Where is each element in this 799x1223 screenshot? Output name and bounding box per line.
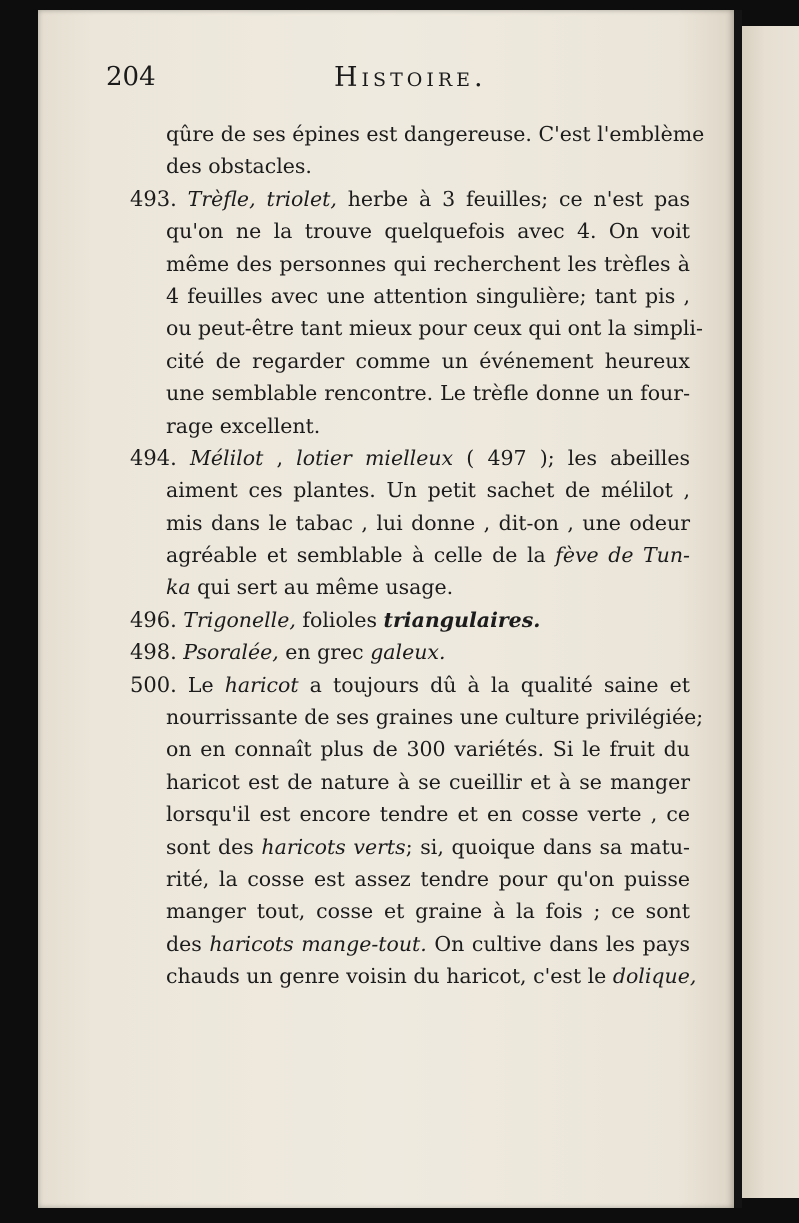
text-line: sont des haricots verts; si, quoique dans sa matu- — [166, 834, 690, 859]
text-line — [130, 636, 690, 668]
page-gutter — [734, 10, 742, 1208]
text-line: une semblable rencontre. Le trèfle donne un four- — [166, 381, 690, 406]
text-line — [130, 604, 690, 636]
entry-first-line: Trigonelle, folioles triangulaires. — [183, 607, 541, 632]
entry-number: 493. — [130, 186, 177, 211]
text-line: ka qui sert au même usage. — [166, 575, 454, 600]
text-line: nourrissante de ses graines une culture privilégiée; — [166, 705, 704, 730]
text-line: ou peut-être tant mieux pour ceux qui ont la simpli- — [166, 316, 703, 341]
text-line: qu'on ne la trouve quelquefois avec 4. On voit — [166, 219, 690, 244]
running-title-text: Histoire. — [334, 62, 487, 93]
text-line: rage excellent. — [166, 413, 321, 438]
text-line: aiment ces plantes. Un petit sachet de mélilot , — [166, 478, 690, 503]
text-line: rité, la cosse est assez tendre pour qu'on puisse — [166, 866, 690, 891]
entry-first-line: Mélilot , lotier mielleux ( 497 ); les abeilles — [189, 445, 690, 470]
entry-first-line: Psoralée, en grec galeux. — [183, 640, 446, 665]
text-line — [130, 669, 690, 701]
text-line: qûre de ses épines est dangereuse. C'est l'emblème — [166, 122, 705, 146]
text-line — [130, 183, 690, 215]
text-line: manger tout, cosse et graine à la fois ; ce sont — [166, 899, 690, 924]
entry-number: 494. — [130, 445, 177, 470]
entry-number: 496. — [130, 607, 177, 632]
text-line: des obstacles. — [166, 154, 312, 179]
text-line: des haricots mange-tout. On cultive dans les pays — [166, 931, 691, 956]
entry-494 — [130, 442, 690, 604]
entry-496 — [130, 604, 690, 636]
text-line: même des personnes qui recherchent les trèfles à — [166, 251, 690, 276]
running-title — [334, 62, 487, 93]
entry-first-line: Le haricot a toujours dû à la qualité saine et — [187, 672, 690, 697]
text-line: chauds un genre voisin du haricot, c'est le dolique, — [166, 964, 697, 989]
text-line: lorsqu'il est encore tendre et en cosse verte , ce — [166, 802, 690, 827]
entry-number: 500. — [130, 672, 177, 697]
text-line: on en connaît plus de 300 variétés. Si le fruit du — [166, 737, 690, 762]
page-text — [130, 118, 705, 993]
text-line: cité de regarder comme un événement heureux — [166, 348, 690, 373]
text-line — [130, 442, 690, 474]
text-line: haricot est de nature à se cueillir et à se manger — [166, 769, 690, 794]
entry-first-line: Trèfle, triolet, herbe à 3 feuilles; ce n'est pas — [187, 186, 690, 211]
facing-page-edge — [742, 26, 799, 1198]
page-number: 204 — [106, 62, 156, 92]
entry-number: 498. — [130, 640, 177, 665]
entry-498 — [130, 636, 690, 668]
entry-500 — [130, 669, 704, 993]
text-line: agréable et semblable à celle de la fève de Tun- — [166, 543, 690, 568]
entry-continuation — [130, 118, 705, 183]
text-line: mis dans le tabac , lui donne , dit-on , une odeur — [166, 510, 690, 535]
text-line: 4 feuilles avec une attention singulière; tant pis , — [166, 283, 690, 308]
entry-493 — [130, 183, 703, 442]
running-header — [106, 62, 686, 102]
